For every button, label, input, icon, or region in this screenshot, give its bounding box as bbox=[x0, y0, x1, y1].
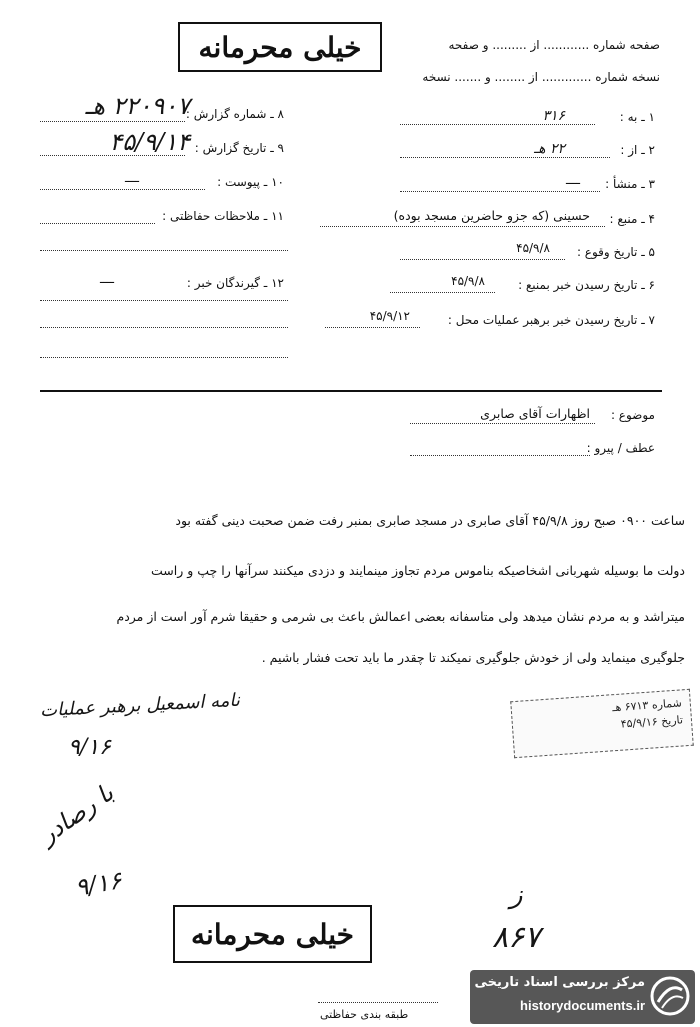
body-line-4: جلوگیری مینماید ولی از خودش جلوگیری نمیکند تا چقدر ما باید تحت فشار باشیم . bbox=[261, 650, 685, 665]
received-stamp-line1: شماره ۶۷۱۳ هـ bbox=[611, 696, 683, 715]
field-source-value: حسینی (که جزو حاضرین مسجد بوده) bbox=[393, 208, 590, 223]
field-ops-received-label: ۷ ـ تاریخ رسیدن خبر برهبر عملیات محل : bbox=[447, 313, 655, 327]
field-to-value: ۳۱۶ bbox=[542, 108, 565, 124]
field-source-received-value: ۴۵/۹/۸ bbox=[451, 274, 485, 288]
field-from-label: ۲ ـ از : bbox=[620, 143, 655, 157]
body-line-1: ساعت ۰۹۰۰ صبح روز ۴۵/۹/۸ آقای صابری در مسجد صابری بمنبر رفت ضمن صحبت دینی گفته بود bbox=[175, 513, 685, 528]
field-from-value: ۲۲ هـ bbox=[534, 141, 565, 157]
field-origin-label: ۳ ـ منشأ : bbox=[605, 177, 655, 191]
field-recipients-label: ۱۲ ـ گیرندگان خبر : bbox=[186, 276, 284, 290]
handwritten-note-ops: نامه اسمعیل برهبر عملیات bbox=[39, 689, 241, 722]
field-report-number-label: ۸ ـ شماره گزارش : bbox=[185, 107, 284, 121]
watermark bbox=[470, 970, 695, 1024]
field-event-date-value: ۴۵/۹/۸ bbox=[516, 241, 550, 255]
copy-number-line: نسخه شماره ............. از ........ و ....... نسخه bbox=[422, 70, 660, 84]
body-line-2: دولت ما بوسیله شهربانی اشخاصیکه بناموس مردم تجاوز مینمایند و دزدی میکنند سرآنها را چپ و راست bbox=[151, 563, 685, 578]
handwritten-note-issued: با رصادر bbox=[34, 778, 119, 850]
page-number-line: صفحه شماره ............ از ......... و صفحه bbox=[448, 38, 660, 52]
field-report-date-value: ۴۵/۹/۱۴ bbox=[109, 128, 190, 156]
field-to-label: ۱ ـ به : bbox=[619, 110, 655, 124]
handwritten-date-2: ۹/۱۶ bbox=[72, 866, 124, 902]
footer-caption: طبقه بندی حفاظتی bbox=[320, 1008, 409, 1021]
field-report-number-value: ۲۲۰۹۰۷ هـ bbox=[85, 92, 190, 120]
field-source-received-label: ۶ ـ تاریخ رسیدن خبر بمنبع : bbox=[518, 278, 655, 292]
watermark-url: historydocuments.ir bbox=[520, 998, 645, 1013]
field-event-date-label: ۵ ـ تاریخ وقوع : bbox=[576, 245, 655, 259]
subject-value: اظهارات آقای صابری bbox=[480, 406, 590, 421]
top-classification-stamp bbox=[178, 22, 382, 72]
watermark-title: مرکز بررسی اسناد تاریخی bbox=[474, 975, 645, 990]
handwritten-date-1: ۹/۱۶ bbox=[68, 735, 111, 760]
watermark-logo-icon bbox=[650, 976, 690, 1016]
field-source-label: ۴ ـ منبع : bbox=[609, 212, 655, 226]
field-ops-received-value: ۴۵/۹/۱۲ bbox=[369, 309, 410, 323]
received-stamp bbox=[510, 689, 694, 758]
bottom-classification-stamp bbox=[173, 905, 372, 963]
handwritten-number: ۸۶۷ bbox=[492, 920, 541, 955]
field-attachment-label: ۱۰ ـ پیوست : bbox=[217, 175, 284, 189]
field-origin-value: ــــ bbox=[565, 173, 580, 187]
reference-label: عطف / پیرو : bbox=[586, 441, 655, 455]
handwritten-right-mark: ز bbox=[510, 880, 523, 910]
received-stamp-line2: تاریخ ۴۵/۹/۱۶ bbox=[620, 713, 684, 731]
field-recipients-value: ــــ bbox=[100, 272, 115, 286]
field-attachment-value: ــــ bbox=[125, 171, 140, 185]
top-stamp-text: خیلی محرمانه bbox=[198, 30, 362, 64]
section-divider bbox=[40, 390, 662, 392]
bottom-stamp-text: خیلی محرمانه bbox=[191, 917, 354, 951]
body-line-3: میتراشد و به مردم نشان میدهد ولی متاسفانه بعضی اعمالش باعث بی شرمی و حقیقا شرم آور است از مردم bbox=[116, 609, 685, 624]
field-report-date-label: ۹ ـ تاریخ گزارش : bbox=[194, 141, 284, 155]
subject-label: موضوع : bbox=[610, 408, 655, 422]
field-security-notes-label: ۱۱ ـ ملاحظات حفاظتی : bbox=[162, 209, 284, 223]
